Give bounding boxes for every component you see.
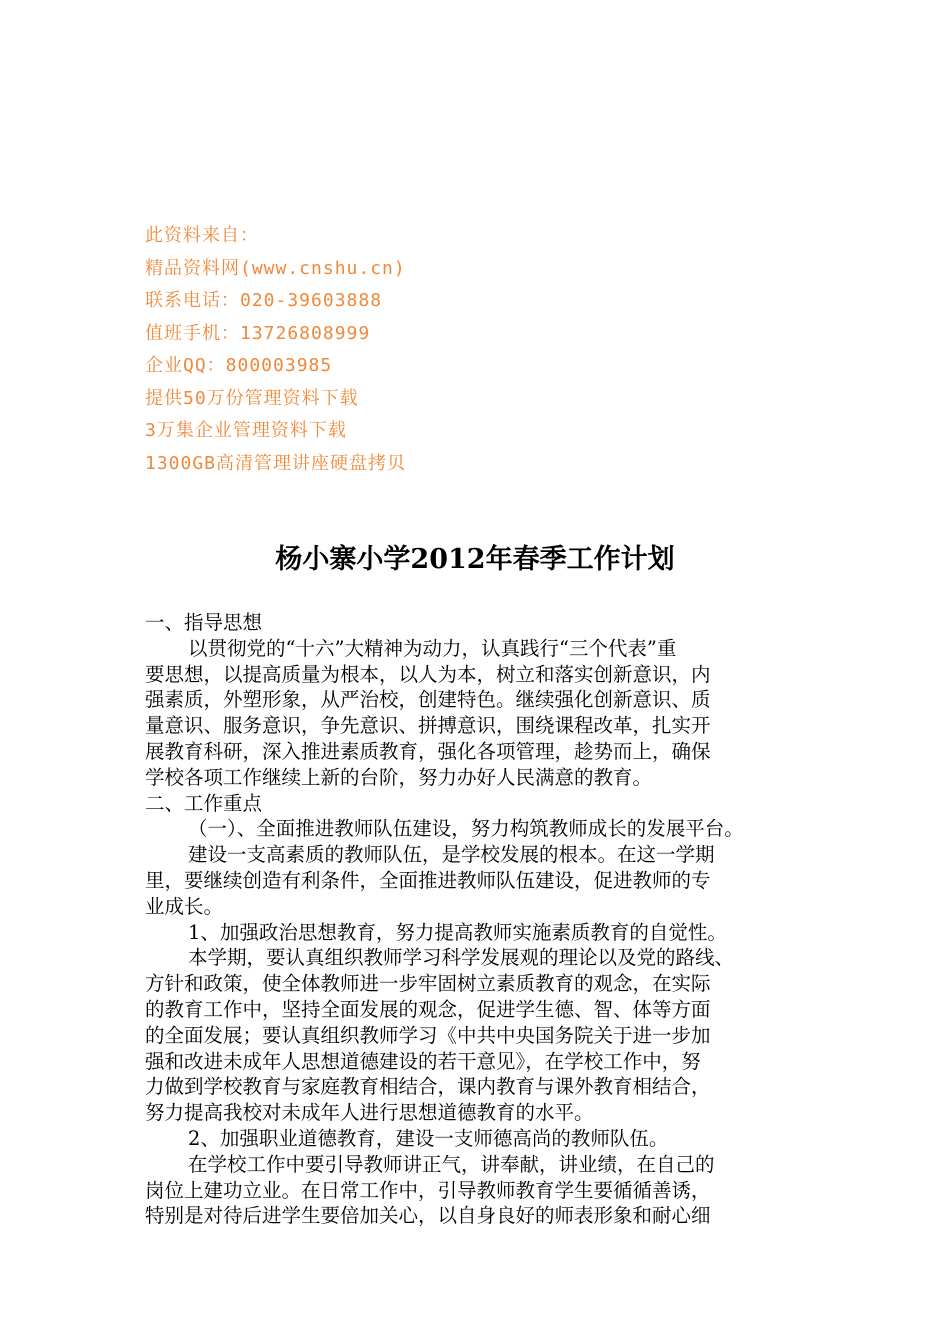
paragraph-line: 特别是对待后进学生要倍加关心，以自身良好的师表形象和耐心细: [145, 1204, 711, 1228]
source-info-line: 1300GB高清管理讲座硬盘拷贝: [145, 452, 407, 474]
source-info-line: 3万集企业管理资料下载: [145, 420, 347, 441]
paragraph-line: 以贯彻党的“十六”大精神为动力，认真践行“三个代表”重: [188, 636, 677, 660]
subsection-heading: 2、加强职业道德教育，建设一支师德高尚的教师队伍。: [188, 1126, 669, 1150]
source-info-line: 企业QQ：800003985: [145, 355, 333, 376]
paragraph-line: 的教育工作中，坚持全面发展的观念，促进学生德、智、体等方面: [145, 997, 711, 1021]
paragraph-line: 量意识、服务意识，争先意识、拼搏意识，围绕课程改革，扎实开: [145, 714, 711, 738]
paragraph-line: 要思想，以提高质量为根本，以人为本，树立和落实创新意识，内: [145, 662, 711, 686]
document-title: 杨小寨小学2012年春季工作计划: [275, 544, 675, 575]
paragraph-line: 本学期，要认真组织教师学习科学发展观的理论以及党的路线、: [188, 946, 735, 970]
paragraph-line: 强和改进未成年人思想道德建设的若干意见》，在学校工作中，努: [145, 1049, 701, 1073]
paragraph-line: 展教育科研，深入推进素质教育，强化各项管理，趁势而上，确保: [145, 739, 711, 763]
paragraph-line: 方针和政策，使全体教师进一步牢固树立素质教育的观念，在实际: [145, 972, 711, 996]
document-body: [145, 610, 805, 1229]
paragraph-line: 岗位上建功立业。在日常工作中，引导教师教育学生要循循善诱，: [145, 1178, 711, 1202]
paragraph-line: 在学校工作中要引导教师讲正气，讲奉献，讲业绩，在自己的: [188, 1152, 715, 1176]
paragraph-line: 强素质，外塑形象，从严治校，创建特色。继续强化创新意识、质: [145, 688, 711, 712]
paragraph-line: 的全面发展；要认真组织教师学习《中共中央国务院关于进一步加: [145, 1023, 711, 1047]
source-info-line: 联系电话：020-39603888: [145, 290, 383, 311]
paragraph-line: 里，要继续创造有利条件，全面推进教师队伍建设，促进教师的专: [145, 868, 711, 892]
source-info-block: [145, 220, 565, 480]
paragraph-line: 业成长。: [145, 894, 224, 918]
section-heading: 一、指导思想: [145, 611, 263, 634]
subsection-heading: （一）、全面推进教师队伍建设，努力构筑教师成长的发展平台。: [188, 817, 744, 841]
paragraph-line: 力做到学校教育与家庭教育相结合，课内教育与课外教育相结合，: [145, 1075, 711, 1099]
paragraph-line: 学校各项工作继续上新的台阶，努力办好人民满意的教育。: [145, 765, 653, 789]
paragraph-line: 建设一支高素质的教师队伍，是学校发展的根本。在这一学期: [188, 843, 715, 867]
source-info-line: 此资料来自：: [145, 225, 259, 246]
source-info-line: 精品资料网(www.cnshu.cn): [145, 257, 406, 279]
subsection-heading: 1、加强政治思想教育，努力提高教师实施素质教育的自觉性。: [188, 920, 727, 944]
paragraph-line: 努力提高我校对未成年人进行思想道德教育的水平。: [145, 1101, 594, 1125]
source-info-line: 值班手机：13726808999: [145, 322, 371, 344]
source-info-line: 提供50万份管理资料下载: [145, 387, 359, 409]
section-heading: 二、工作重点: [145, 791, 263, 815]
